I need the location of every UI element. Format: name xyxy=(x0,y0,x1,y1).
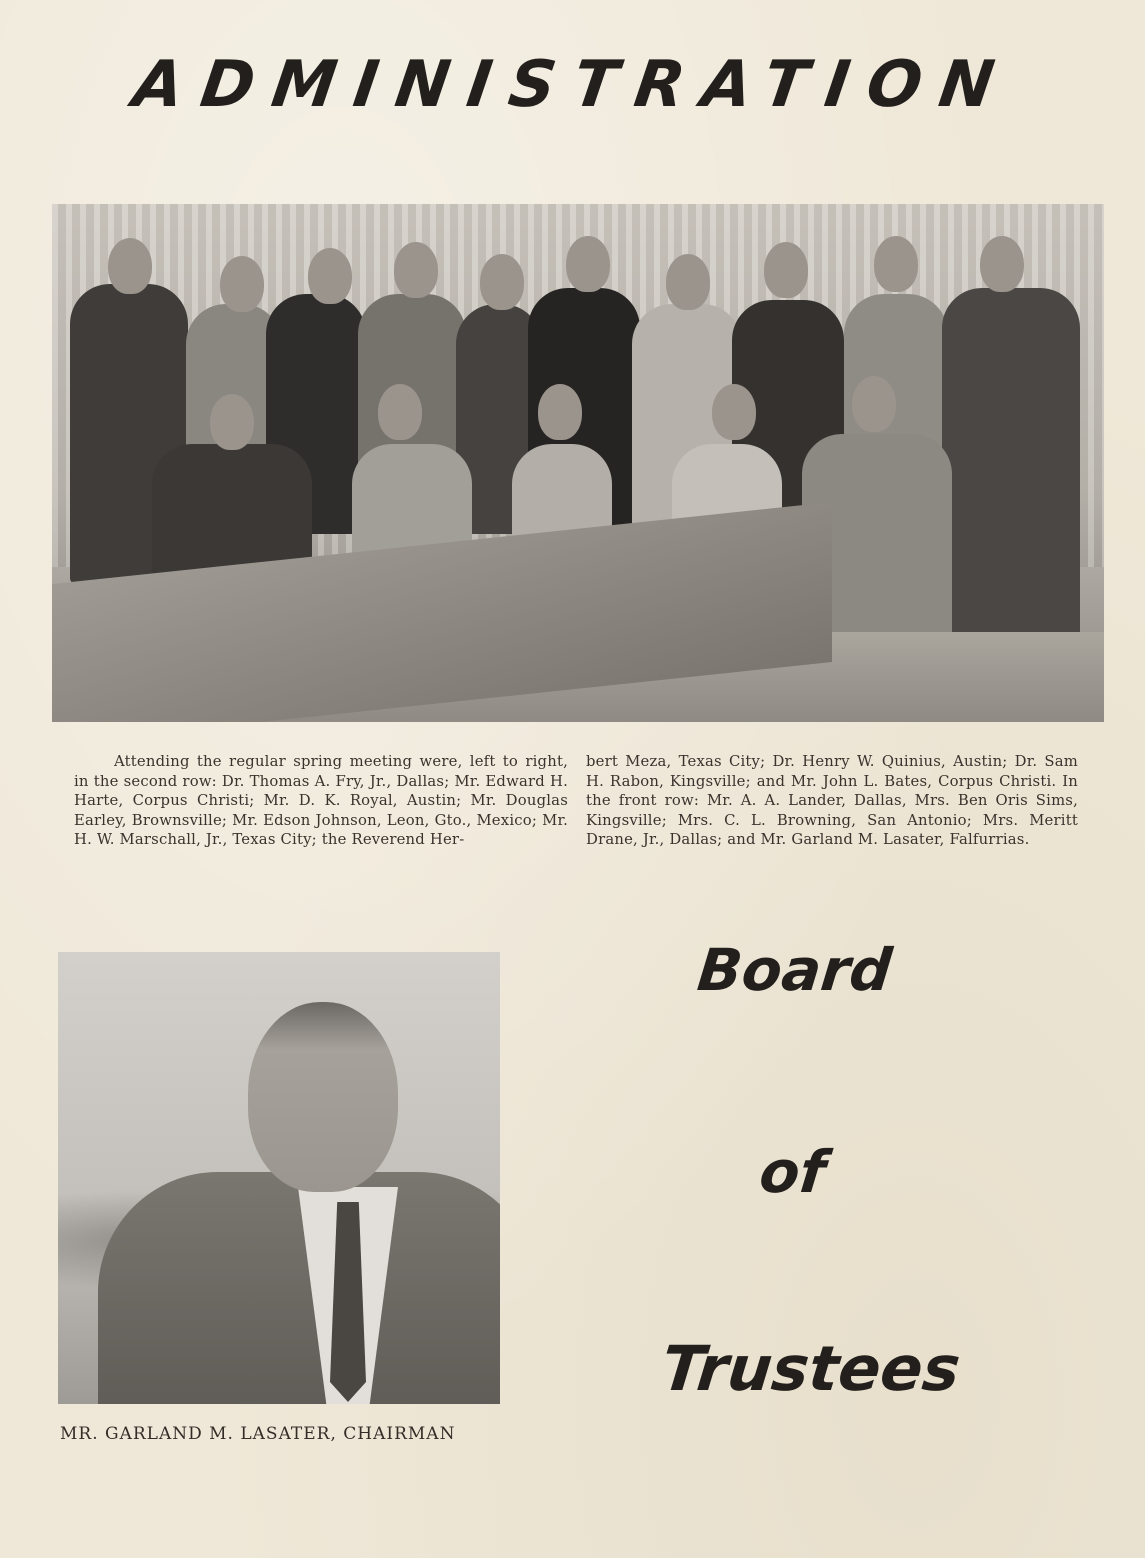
person-head xyxy=(852,376,896,432)
group-caption-left-column: Attending the regular spring meeting were, left to right, in the second row: Dr. Thomas A. Fry, Jr., Dallas; Mr. Edward H. Harte, Corpus Christi; Mr. D. K. Royal, Austin; Mr. Douglas Earley, Brownsville; Mr. Edson Johnson, Leon, Gto., Mexico; Mr. H. W. Marschall, Jr., Texas City; the Reverend Her- xyxy=(74,753,568,849)
person-head xyxy=(566,236,610,292)
portrait-suit xyxy=(98,1172,500,1404)
chairman-caption: MR. GARLAND M. LASATER, CHAIRMAN xyxy=(60,1424,456,1444)
board-title-line-3: Trustees xyxy=(658,1332,964,1405)
page-heading: ADMINISTRATION xyxy=(128,48,1017,122)
person-head xyxy=(108,238,152,294)
board-title-line-1: Board xyxy=(694,936,895,1004)
standing-person xyxy=(942,288,1080,668)
person-head xyxy=(980,236,1024,292)
person-head xyxy=(210,394,254,450)
person-head xyxy=(378,384,422,440)
board-title-line-2: of xyxy=(756,1138,829,1206)
person-head xyxy=(874,236,918,292)
board-group-photo xyxy=(52,204,1104,722)
chairman-portrait-photo xyxy=(58,952,500,1404)
person-head xyxy=(394,242,438,298)
portrait-head xyxy=(248,1002,398,1192)
person-head xyxy=(764,242,808,298)
person-head xyxy=(538,384,582,440)
person-head xyxy=(220,256,264,312)
group-caption-right-column: bert Meza, Texas City; Dr. Henry W. Quinius, Austin; Dr. Sam H. Rabon, Kingsville; and Mr. John L. Bates, Corpus Christi. In the front row: Mr. A. A. Lander, Dallas, Mrs. Ben Oris Sims, Kingsville; Mrs. C. L. Browning, San Antonio; Mrs. Meritt Drane, Jr., Dallas; and Mr. Garland M. Lasater, Falfurrias. xyxy=(586,753,1078,849)
person-head xyxy=(666,254,710,310)
person-head xyxy=(712,384,756,440)
person-head xyxy=(480,254,524,310)
person-head xyxy=(308,248,352,304)
